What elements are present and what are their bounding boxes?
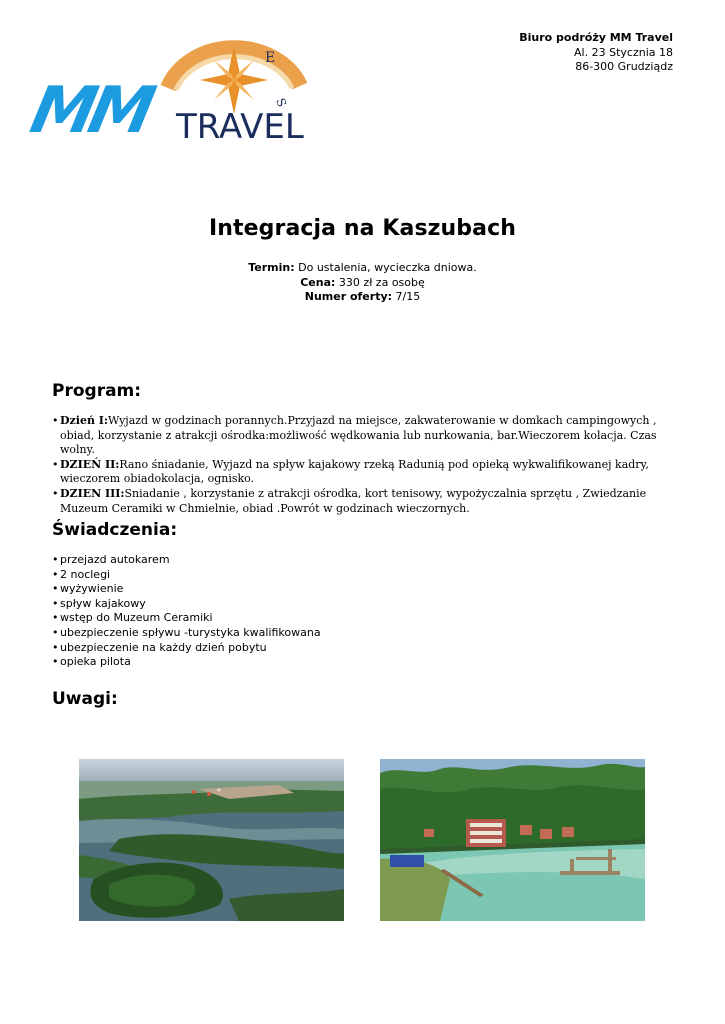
program-day <box>52 414 672 458</box>
day-text: Rano śniadanie, Wyjazd na spływ kajakowy rzeką Radunią pod opieką wykwalifikowanej kadry, wieczorem obiadokolacja, ognisko. <box>60 457 649 486</box>
numer-label: Numer oferty: <box>304 290 393 303</box>
cena-value: 330 zł za osobę <box>338 275 425 289</box>
program-day <box>52 487 672 516</box>
cena-row <box>0 276 725 291</box>
page-title: Integracja na Kaszubach <box>208 216 517 241</box>
program-list <box>52 414 672 516</box>
logo-mm: MM <box>24 73 156 148</box>
list-item: • wyżywienie <box>52 582 321 597</box>
day-label: Dzień I: <box>60 414 108 427</box>
termin-row <box>0 261 725 276</box>
program-heading: Program: <box>52 381 142 401</box>
compass-letter-s: S <box>273 96 290 109</box>
numer-row <box>0 290 725 305</box>
termin-label: Termin: <box>248 261 295 274</box>
offer-meta <box>0 261 725 305</box>
list-item: • przejazd autokarem <box>52 553 321 568</box>
day-text: Wyjazd w godzinach porannych.Przyjazd na miejsce, zakwaterowanie w domkach campingowych , obiad, korzystanie z atrakcji ośrodka:możliwość wędkowania lub nurkowania, bar.Wieczorem kolacja. Czas wolny. <box>60 414 657 457</box>
list-item: • wstęp do Muzeum Ceramiki <box>52 611 321 626</box>
swiadczenia-list <box>52 553 321 670</box>
list-item: • 2 noclegi <box>52 568 321 583</box>
list-item: • ubezpieczenie spływu -turystyka kwalifikowana <box>52 626 321 641</box>
numer-value: 7/15 <box>395 290 421 303</box>
cena-label: Cena: <box>300 275 336 289</box>
lake-aerial-photo <box>79 759 344 921</box>
company-street: Al. 23 Stycznia 18 <box>574 45 673 59</box>
company-logo <box>24 28 310 148</box>
company-name: Biuro podróży MM Travel <box>519 31 673 44</box>
resort-lake-photo <box>380 759 645 921</box>
day-label: DZIEŃ II: <box>60 457 120 471</box>
list-item: • spływ kajakowy <box>52 597 321 612</box>
list-item: • ubezpieczenie na każdy dzień pobytu <box>52 641 321 656</box>
company-city: 86-300 Grudziądz <box>575 60 673 73</box>
day-label: DZIEN III: <box>60 486 125 500</box>
uwagi-heading: Uwagi: <box>52 689 118 709</box>
logo-travel: TRAVEL <box>176 107 304 147</box>
swiadczenia-heading: Świadczenia: <box>52 520 178 540</box>
compass-letter-e: E <box>265 50 276 66</box>
termin-value: Do ustalenia, wycieczka dniowa. <box>298 261 477 274</box>
company-address <box>519 31 673 75</box>
list-item: • opieka pilota <box>52 655 321 670</box>
program-day <box>52 458 672 487</box>
day-text: Sniadanie , korzystanie z atrakcji ośrodka, kort tenisowy, wypożyczalnia sprzętu , Zwiedzanie Muzeum Ceramiki w Chmielnie, obiad .Powrót w godzinach wieczornych. <box>60 486 647 515</box>
